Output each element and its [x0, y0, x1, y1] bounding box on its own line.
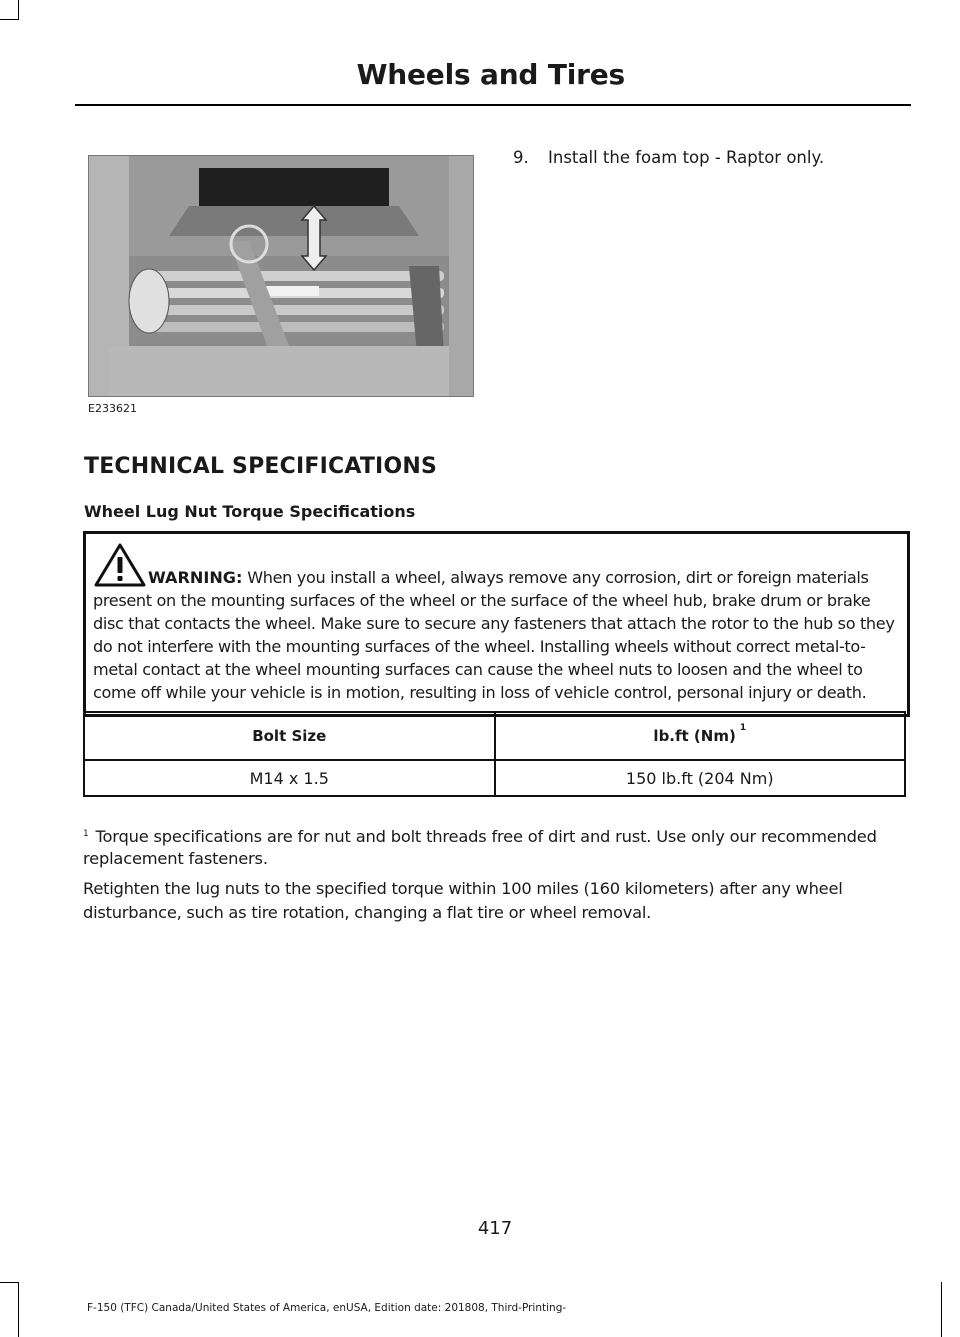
step-number: 9. [513, 148, 529, 167]
section-heading: TECHNICAL SPECIFICATIONS [84, 454, 437, 479]
crop-mark [941, 1282, 942, 1337]
table-cell: M14 x 1.5 [84, 760, 495, 796]
header-divider [75, 104, 911, 106]
page-number: 417 [477, 1218, 513, 1239]
warning-body: When you install a wheel, always remove any corrosion, dirt or foreign materials present on the mounting surfaces of the wheel or the surface of the wheel hub, brake drum or brake disc that contacts the wheel. Make sure to secure any fasteners that attach the rotor to the hub so they do not interfere with the mounting surfaces of the wheel. Installing wheels without correct metal-to-metal contact at the wheel mounting surfaces can cause the wheel nuts to loosen and the wheel to come off while your vehicle is in motion, resulting in loss of vehicle control, personal injury or death. [93, 568, 895, 702]
crop-mark [0, 1282, 19, 1283]
table-cell: 150 lb.ft (204 Nm) [495, 760, 906, 796]
footnote-marker: 1 [83, 829, 89, 839]
figure-code: E233621 [88, 402, 137, 415]
crop-mark [0, 19, 19, 20]
table-header-torque: lb.ft (Nm) $^1$ [495, 712, 906, 760]
footnote-marker: 1 [739, 723, 747, 733]
step-item [513, 148, 824, 167]
warning-box [83, 531, 910, 717]
crop-mark [18, 0, 19, 20]
table-header-bolt-size: Bolt Size [84, 712, 495, 760]
page-header-title: Wheels and Tires [356, 58, 625, 91]
warning-icon [94, 542, 146, 588]
torque-spec-table [83, 711, 906, 797]
table-footnote [83, 826, 913, 870]
sub-heading: Wheel Lug Nut Torque Specifications [84, 502, 416, 521]
warning-label: WARNING: [148, 568, 243, 587]
jack-storage-illustration [88, 155, 474, 397]
warning-text [93, 540, 900, 704]
footnote-text: Torque specifications are for nut and bolt threads free of dirt and rust. Use only our recommended replacement fasteners. [83, 827, 877, 868]
table-header-row [84, 712, 905, 760]
crop-mark [18, 1282, 19, 1337]
step-text: Install the foam top - Raptor only. [548, 148, 825, 167]
retighten-paragraph: Retighten the lug nuts to the specified torque within 100 miles (160 kilometers) after any wheel disturbance, such as tire rotation, changing a flat tire or wheel removal. [83, 879, 843, 922]
footer-text: F-150 (TFC) Canada/United States of America, enUSA, Edition date: 201808, Third-Printing- [87, 1302, 567, 1314]
table-row [84, 760, 905, 796]
